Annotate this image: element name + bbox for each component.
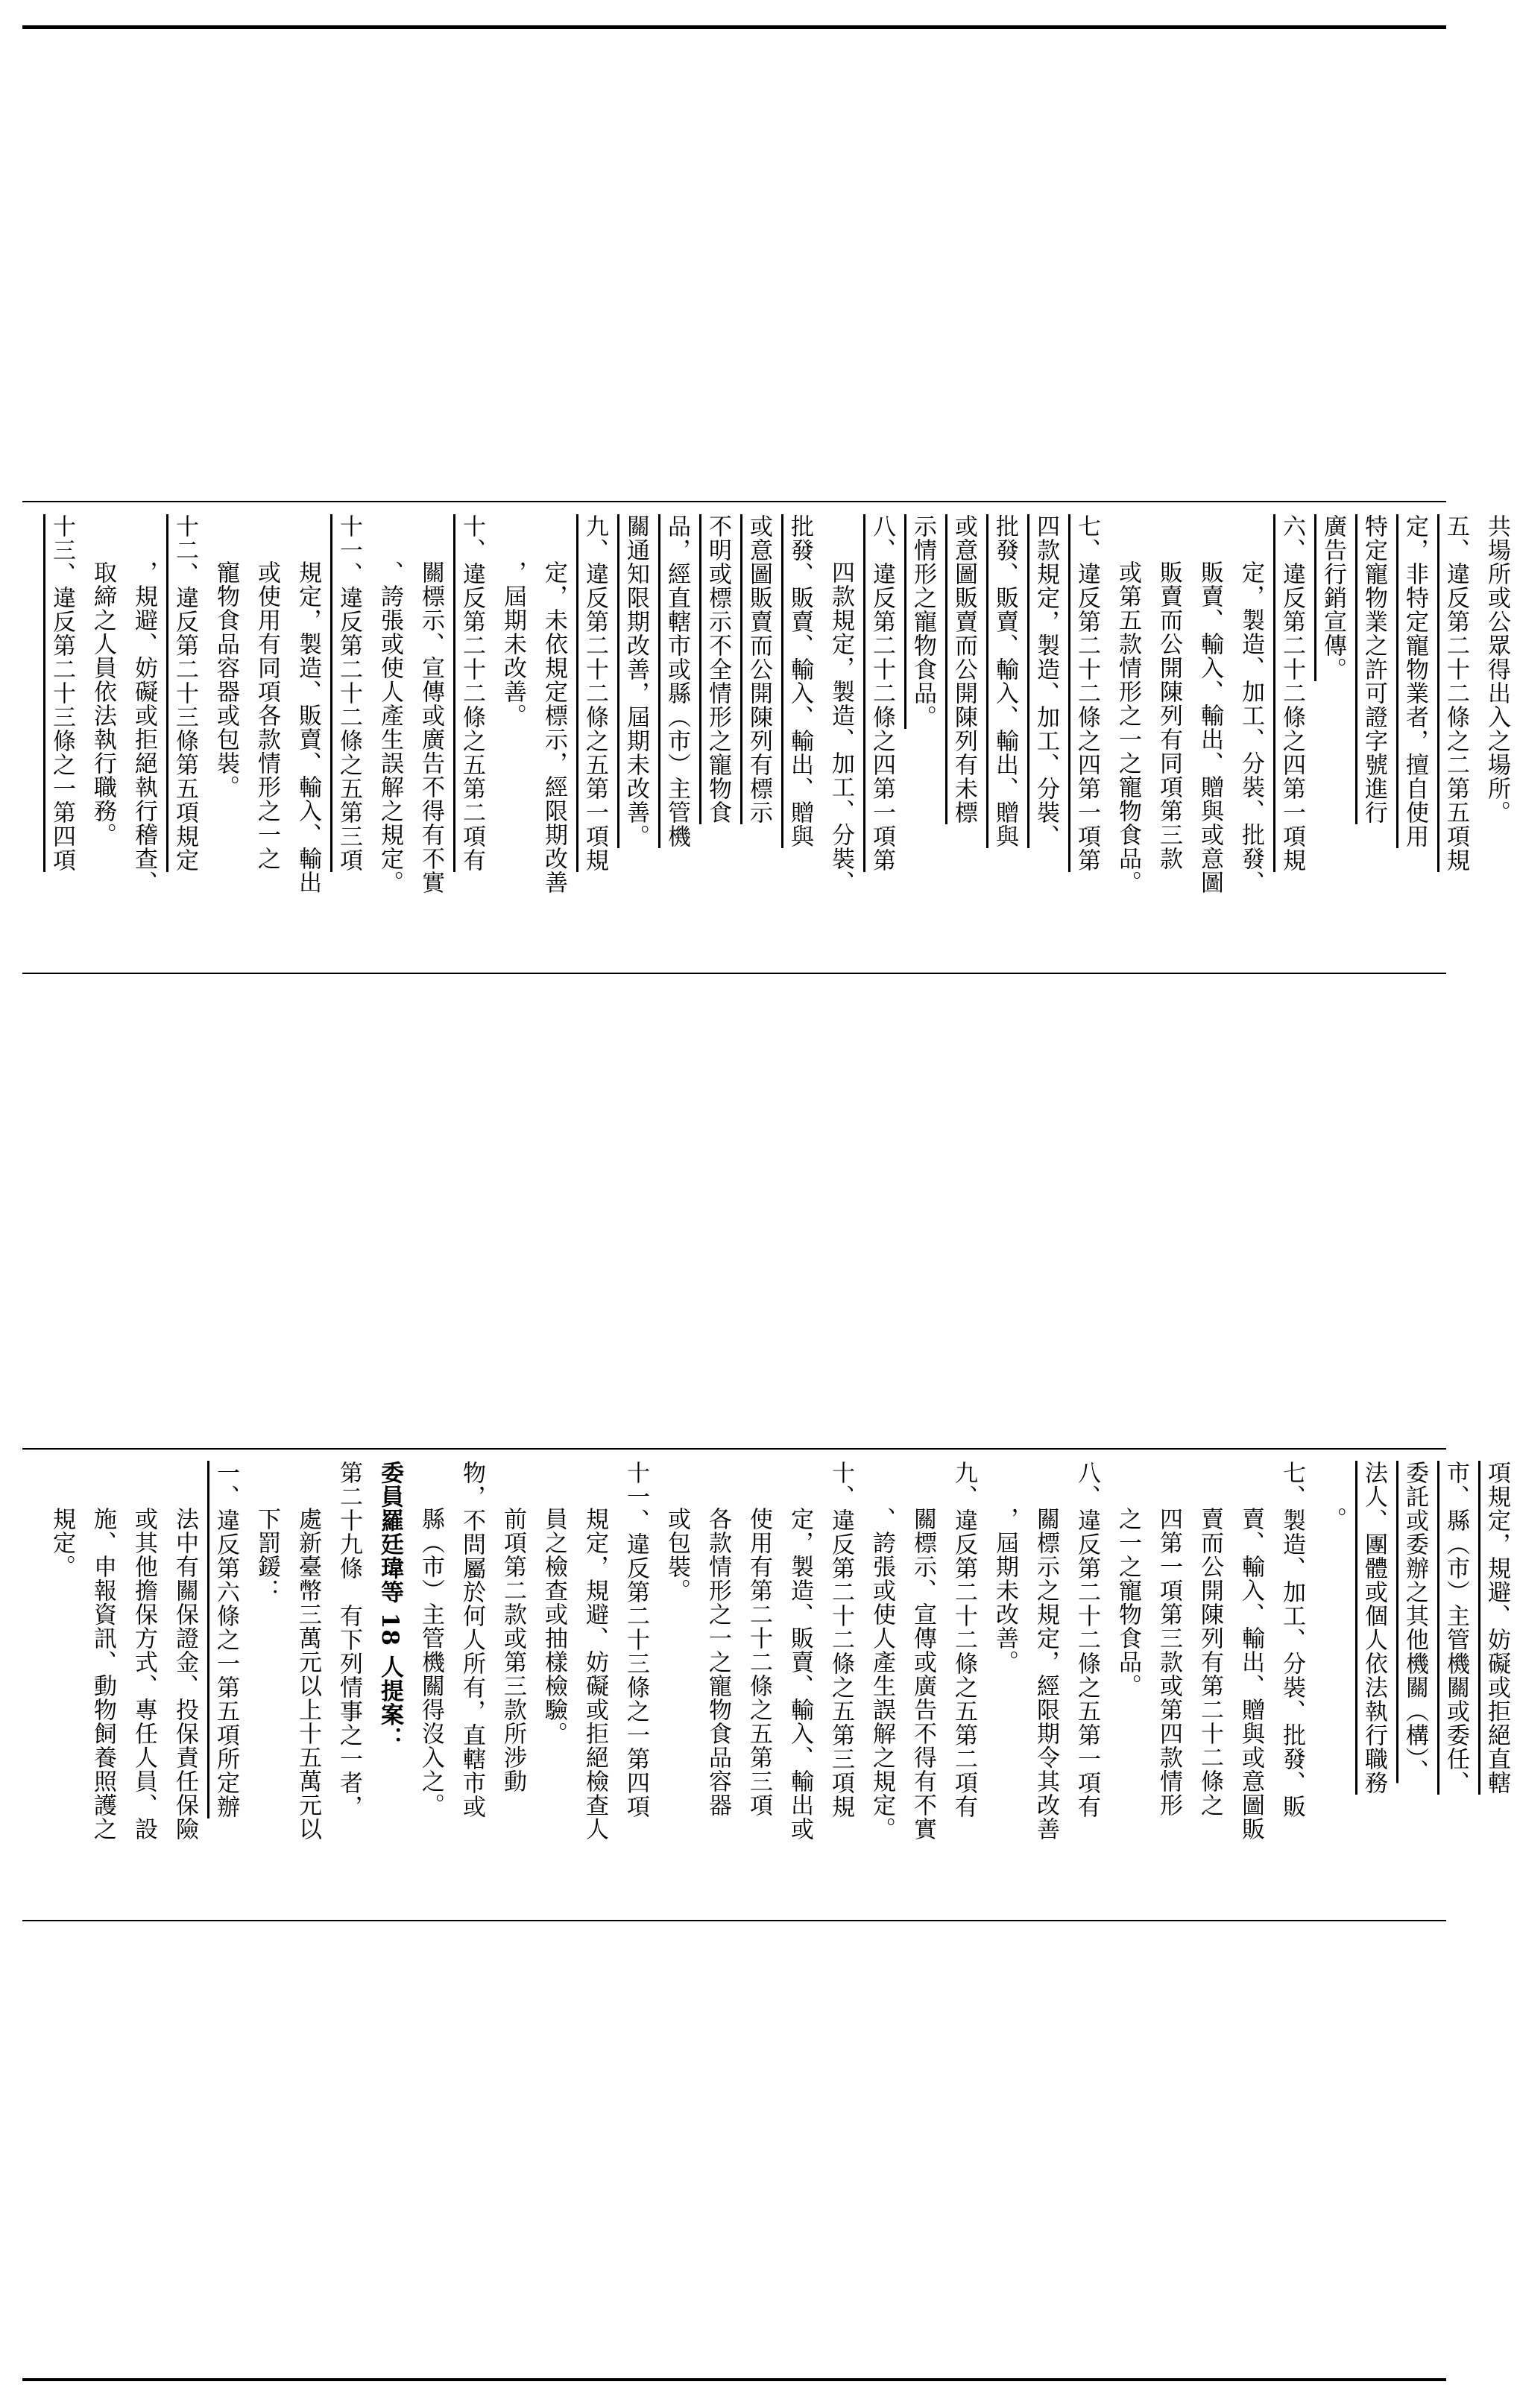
upper-vertical-text xyxy=(41,514,1517,961)
text-line: 八、違反第二十二條之四第一項第 xyxy=(868,514,895,872)
text-line: 處新臺幣三萬元以上十五萬元以 xyxy=(294,1507,321,1841)
text-line: 施、申報資訊、動物飼養照護之 xyxy=(89,1507,116,1841)
text-line: 或其他擔保方式、專任人員、設 xyxy=(130,1507,157,1841)
text-line: 一、違反第六條之一第五項所定辦 xyxy=(212,1461,239,1818)
text-line: 十、違反第二十二條之五第二項有 xyxy=(458,514,485,872)
text-line: 項規定，規避、妨礙或拒絕直轄 xyxy=(1483,1461,1510,1795)
text-line: 九、違反第二十二條之五第一項規 xyxy=(581,514,608,872)
text-line: 關標示、宣傳或廣告不得有不實 xyxy=(417,560,444,894)
text-line: 各款情形之一之寵物食品容器 xyxy=(704,1507,731,1817)
lower-vertical-text xyxy=(41,1461,1517,1908)
text-line: 四款規定，製造、加工、分裝、 xyxy=(1032,514,1059,848)
text-line: 市、縣（市）主管機關或委任、 xyxy=(1442,1461,1469,1795)
text-line: 販賣、輸入、輸出、贈與或意圖 xyxy=(1196,560,1223,894)
text-line: 批發、販賣、輸入、輸出、贈與 xyxy=(991,514,1018,848)
text-line: 委託或委辦之其他機關（構）、 xyxy=(1401,1461,1428,1783)
text-line: 示情形之寵物食品。 xyxy=(909,514,936,729)
upper-block-bottom-rule xyxy=(22,973,1446,974)
text-line: 五、違反第二十二條之二第五項規 xyxy=(1442,514,1469,872)
text-line: 定，製造、販賣、輸入、輸出或 xyxy=(786,1507,813,1841)
text-line: 四第一項第三款或第四款情形 xyxy=(1155,1507,1182,1817)
text-line: 賣、輸入、輸出、贈與或意圖販 xyxy=(1237,1507,1264,1841)
text-line: 十、違反第二十二條之五第三項規 xyxy=(827,1461,854,1818)
text-line: 販賣而公開陳列有同項第三款 xyxy=(1155,560,1182,870)
text-line: 物，不問屬於何人所有，直轄市或 xyxy=(458,1461,485,1818)
text-line: 下罰鍰： xyxy=(253,1507,280,1602)
text-line: 或包裝。 xyxy=(663,1507,690,1602)
text-line: 規定。 xyxy=(48,1507,75,1579)
text-line: 關標示之規定，經限期令其改善 xyxy=(1032,1507,1059,1841)
page-bottom-rule xyxy=(22,2378,1446,2381)
upper-block-top-rule xyxy=(22,501,1446,502)
text-line: 七、製造、加工、分裝、批發、販 xyxy=(1278,1461,1305,1818)
text-line: 定，製造、加工、分裝、批發、 xyxy=(1237,560,1264,894)
text-line: 或使用有同項各款情形之一之 xyxy=(253,560,280,870)
text-line: 批發、販賣、輸入、輸出、贈與 xyxy=(786,514,813,848)
text-line: 規定，規避、妨礙或拒絕檢查人 xyxy=(581,1507,608,1841)
text-line: 委員羅廷瑋等 18 人提案： xyxy=(376,1461,403,1751)
text-line: 九、違反第二十二條之五第二項有 xyxy=(950,1461,977,1818)
text-line: 廣告行銷宣傳。 xyxy=(1319,514,1346,681)
text-line: 或意圖販賣而公開陳列有標示 xyxy=(745,514,772,824)
text-line: 或第五款情形之一之寵物食品。 xyxy=(1114,560,1141,894)
text-line: 十一、違反第二十三條之一第四項 xyxy=(622,1461,649,1818)
text-line: 法人、團體或個人依法執行職務 xyxy=(1360,1461,1387,1795)
text-line: 法中有關保證金、投保責任保險 xyxy=(171,1507,198,1841)
text-line: 賣而公開陳列有第二十二條之 xyxy=(1196,1507,1223,1817)
text-line: 特定寵物業之許可證字號進行 xyxy=(1360,514,1387,824)
text-line: 品，經直轄市或縣（市）主管機 xyxy=(663,514,690,848)
text-line: 不明或標示不全情形之寵物食 xyxy=(704,514,731,824)
text-line: 四款規定，製造、加工、分裝、 xyxy=(827,560,854,894)
text-line: 八、違反第二十二條之五第一項有 xyxy=(1073,1461,1100,1818)
text-line: 寵物食品容器或包裝。 xyxy=(212,560,239,799)
lower-text-block xyxy=(41,1461,1510,1908)
text-line: 縣（市）主管機關得沒入之。 xyxy=(417,1507,444,1817)
text-line: ，屆期未改善。 xyxy=(499,560,526,727)
text-line: 、誇張或使人產生誤解之規定。 xyxy=(868,1507,895,1841)
text-line: ，屆期未改善。 xyxy=(991,1507,1018,1674)
text-line: 十一、違反第二十二條之五第三項 xyxy=(335,514,362,872)
text-line: 使用有第二十二條之五第三項 xyxy=(745,1507,772,1817)
text-line: 共場所或公眾得出入之場所。 xyxy=(1483,514,1510,824)
text-line: 之一之寵物食品。 xyxy=(1114,1507,1141,1698)
text-line: 關標示、宣傳或廣告不得有不實 xyxy=(909,1507,936,1841)
text-line: 。 xyxy=(1319,1507,1346,1531)
text-line: 前項第二款或第三款所涉動 xyxy=(499,1507,526,1793)
text-line: 定，非特定寵物業者，擅自使用 xyxy=(1401,514,1428,848)
text-line: 第二十九條 有下列情事之一者， xyxy=(335,1461,362,1818)
text-line: 或意圖販賣而公開陳列有未標 xyxy=(950,514,977,824)
text-line: 十二、違反第二十三條第五項規定 xyxy=(171,514,198,872)
text-line: 關通知限期改善，屆期未改善。 xyxy=(622,514,649,848)
text-line: 規定，製造、販賣、輸入、輸出 xyxy=(294,560,321,894)
text-line: 六、違反第二十二條之四第一項規 xyxy=(1278,514,1305,872)
text-line: 員之檢查或抽樣檢驗。 xyxy=(540,1507,567,1745)
text-line: 、誇張或使人產生誤解之規定。 xyxy=(376,560,403,894)
upper-text-block xyxy=(41,514,1510,961)
text-line: ，規避、妨礙或拒絕執行稽查、 xyxy=(130,560,157,894)
text-line: 取締之人員依法執行職務。 xyxy=(89,560,116,847)
text-line: 定，未依規定標示，經限期改善 xyxy=(540,560,567,894)
lower-block-bottom-rule xyxy=(22,1920,1446,1921)
page-top-rule xyxy=(22,25,1446,29)
text-line: 十三、違反第二十三條之一第四項 xyxy=(48,514,75,872)
text-line: 七、違反第二十二條之四第一項第 xyxy=(1073,514,1100,872)
lower-block-top-rule xyxy=(22,1448,1446,1450)
